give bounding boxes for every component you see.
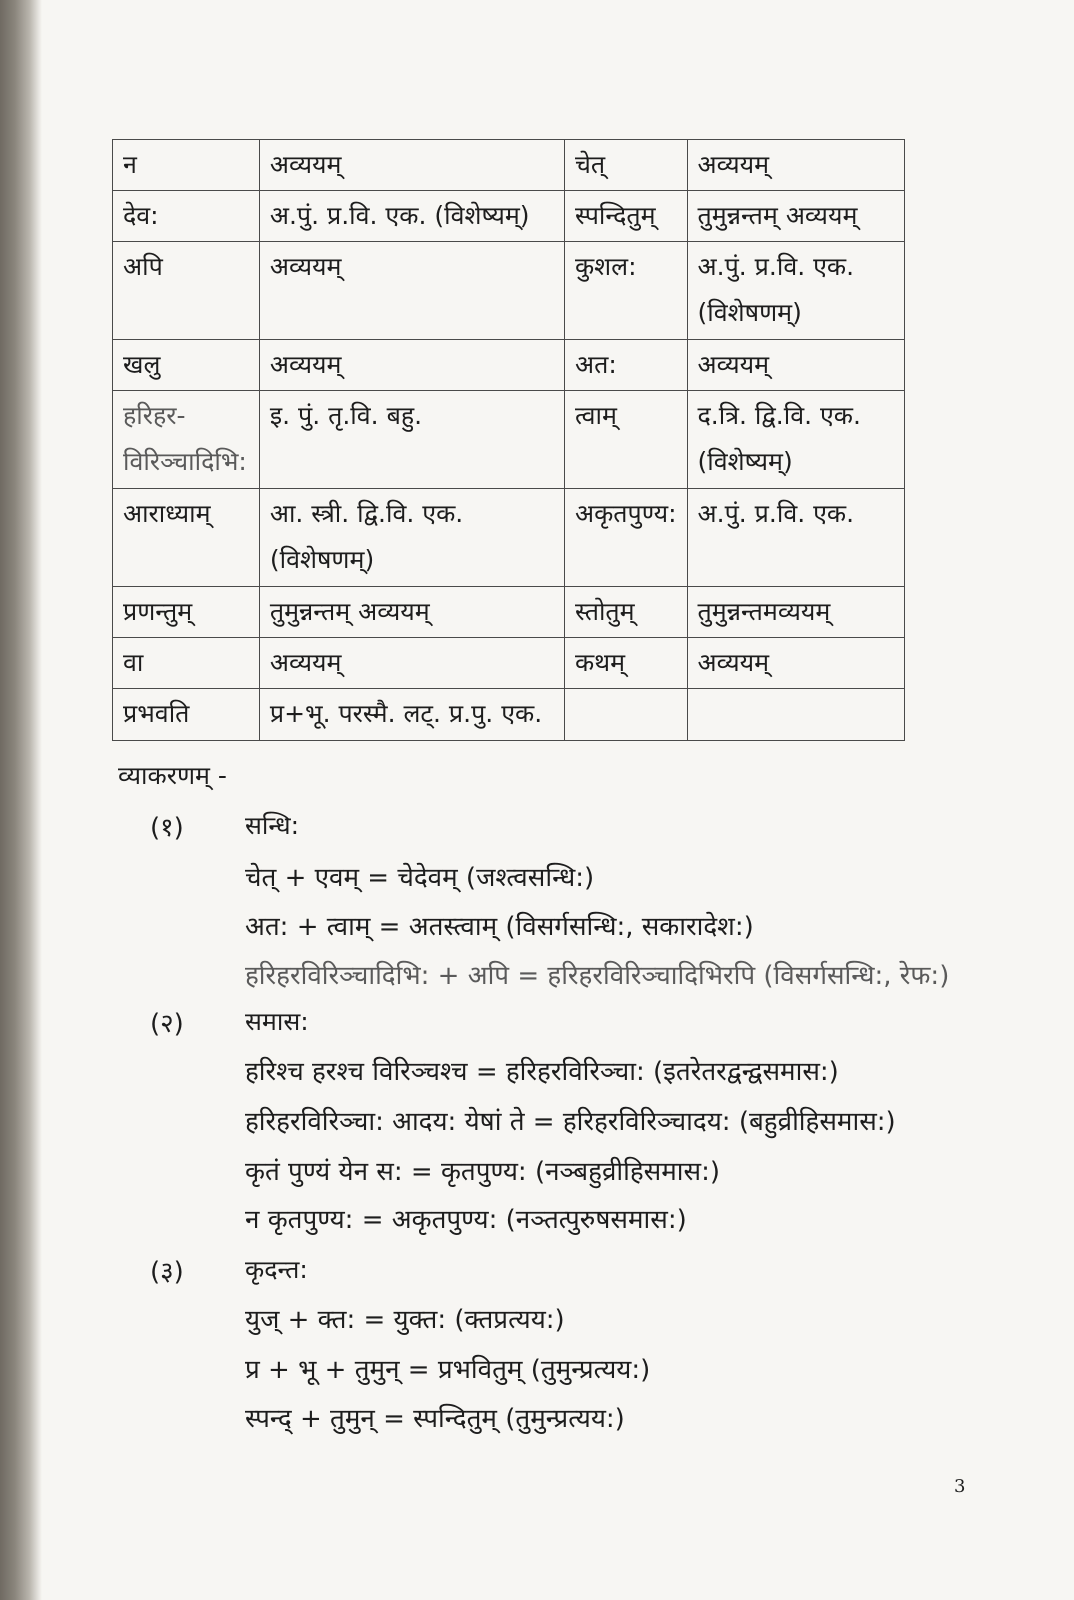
section-number: (२) [150, 1009, 184, 1039]
word-cell: आराध्याम् [113, 489, 260, 587]
word-cell: खलु [113, 340, 260, 391]
analysis-cell: तुमुन्नन्तमव्ययम् [687, 587, 904, 638]
word-cell: देव: [113, 191, 260, 242]
analysis-cell: अ.पुं. प्र.वि. एक. (विशेषणम्) [687, 242, 904, 340]
section-title: समास: [245, 1007, 309, 1036]
analysis-cell: अव्ययम् [259, 242, 564, 340]
grammar-line: युज् + क्त: = युक्त: (क्तप्रत्यय:) [245, 1305, 565, 1335]
grammar-line: हरिहरविरिञ्चा: आदय: येषां ते = हरिहरविरिञ्चादय: (बहुव्रीहिसमास:) [245, 1107, 896, 1137]
table-row [113, 242, 905, 340]
word-cell: स्पन्दितुम् [564, 191, 687, 242]
table-row [113, 587, 905, 638]
analysis-cell: तुमुन्नन्तम् अव्ययम् [687, 191, 904, 242]
analysis-cell: प्र+भू. परस्मै. लट्. प्र.पु. एक. [259, 689, 564, 741]
table-row [113, 689, 905, 741]
section-title: कृदन्त: [245, 1255, 308, 1284]
grammar-line: कृतं पुण्यं येन स: = कृतपुण्य: (नञ्बहुव्रीहिसमास:) [245, 1157, 721, 1187]
table-row [113, 391, 905, 489]
section-title: सन्धि: [245, 811, 300, 840]
word-cell: अकृतपुण्य: [564, 489, 687, 587]
word-cell: त्वाम् [564, 391, 687, 489]
analysis-cell: अ.पुं. प्र.वि. एक. (विशेष्यम्) [259, 191, 564, 242]
word-cell: चेत् [564, 140, 687, 191]
analysis-cell: अव्ययम् [687, 340, 904, 391]
analysis-cell: अव्ययम् [259, 638, 564, 689]
grammar-line: चेत् + एवम् = चेदेवम् (जश्त्वसन्धि:) [245, 863, 595, 893]
table-row [113, 140, 905, 191]
analysis-cell: अव्ययम् [687, 140, 904, 191]
analysis-cell: आ. स्त्री. द्वि.वि. एक. (विशेषणम्) [259, 489, 564, 587]
grammar-line: हरिश्च हरश्च विरिञ्चश्च = हरिहरविरिञ्चा: (इतरेतरद्वन्द्वसमास:) [245, 1057, 839, 1087]
analysis-cell: इ. पुं. तृ.वि. बहु. [259, 391, 564, 489]
analysis-cell: अ.पुं. प्र.वि. एक. [687, 489, 904, 587]
table-row [113, 638, 905, 689]
word-cell: कुशल: [564, 242, 687, 340]
table-row [113, 340, 905, 391]
analysis-cell: तुमुन्नन्तम् अव्ययम् [259, 587, 564, 638]
analysis-cell: अव्ययम् [259, 340, 564, 391]
grammar-line: अत: + त्वाम् = अतस्त्वाम् (विसर्गसन्धि:, सकारादेश:) [245, 912, 754, 942]
page-number: 3 [954, 1476, 966, 1497]
word-cell [564, 689, 687, 741]
word-cell: न [113, 140, 260, 191]
word-cell: अपि [113, 242, 260, 340]
word-cell: हरिहर-विरिञ्चादिभि: [113, 391, 260, 489]
word-cell: वा [113, 638, 260, 689]
grammar-heading: व्याकरणम् - [118, 761, 227, 790]
analysis-cell [687, 689, 904, 741]
word-analysis-table [112, 139, 905, 741]
analysis-cell: अव्ययम् [687, 638, 904, 689]
grammar-line: न कृतपुण्य: = अकृतपुण्य: (नञ्तत्पुरुषसमास:) [245, 1205, 687, 1235]
word-cell: अत: [564, 340, 687, 391]
table-row [113, 191, 905, 242]
word-cell: प्रणन्तुम् [113, 587, 260, 638]
grammar-line: हरिहरविरिञ्चादिभि: + अपि = हरिहरविरिञ्चादिभिरपि (विसर्गसन्धि:, रेफ:) [245, 961, 950, 991]
analysis-cell: द.त्रि. द्वि.वि. एक. (विशेष्यम्) [687, 391, 904, 489]
word-cell: स्तोतुम् [564, 587, 687, 638]
table-row [113, 489, 905, 587]
grammar-line: प्र + भू + तुमुन् = प्रभवितुम् (तुमुन्प्रत्यय:) [245, 1355, 651, 1385]
grammar-line: स्पन्द् + तुमुन् = स्पन्दितुम् (तुमुन्प्रत्यय:) [245, 1404, 625, 1434]
section-number: (१) [150, 813, 184, 843]
word-cell: कथम् [564, 638, 687, 689]
section-number: (३) [150, 1257, 184, 1287]
analysis-cell: अव्ययम् [259, 140, 564, 191]
word-cell: प्रभवति [113, 689, 260, 741]
